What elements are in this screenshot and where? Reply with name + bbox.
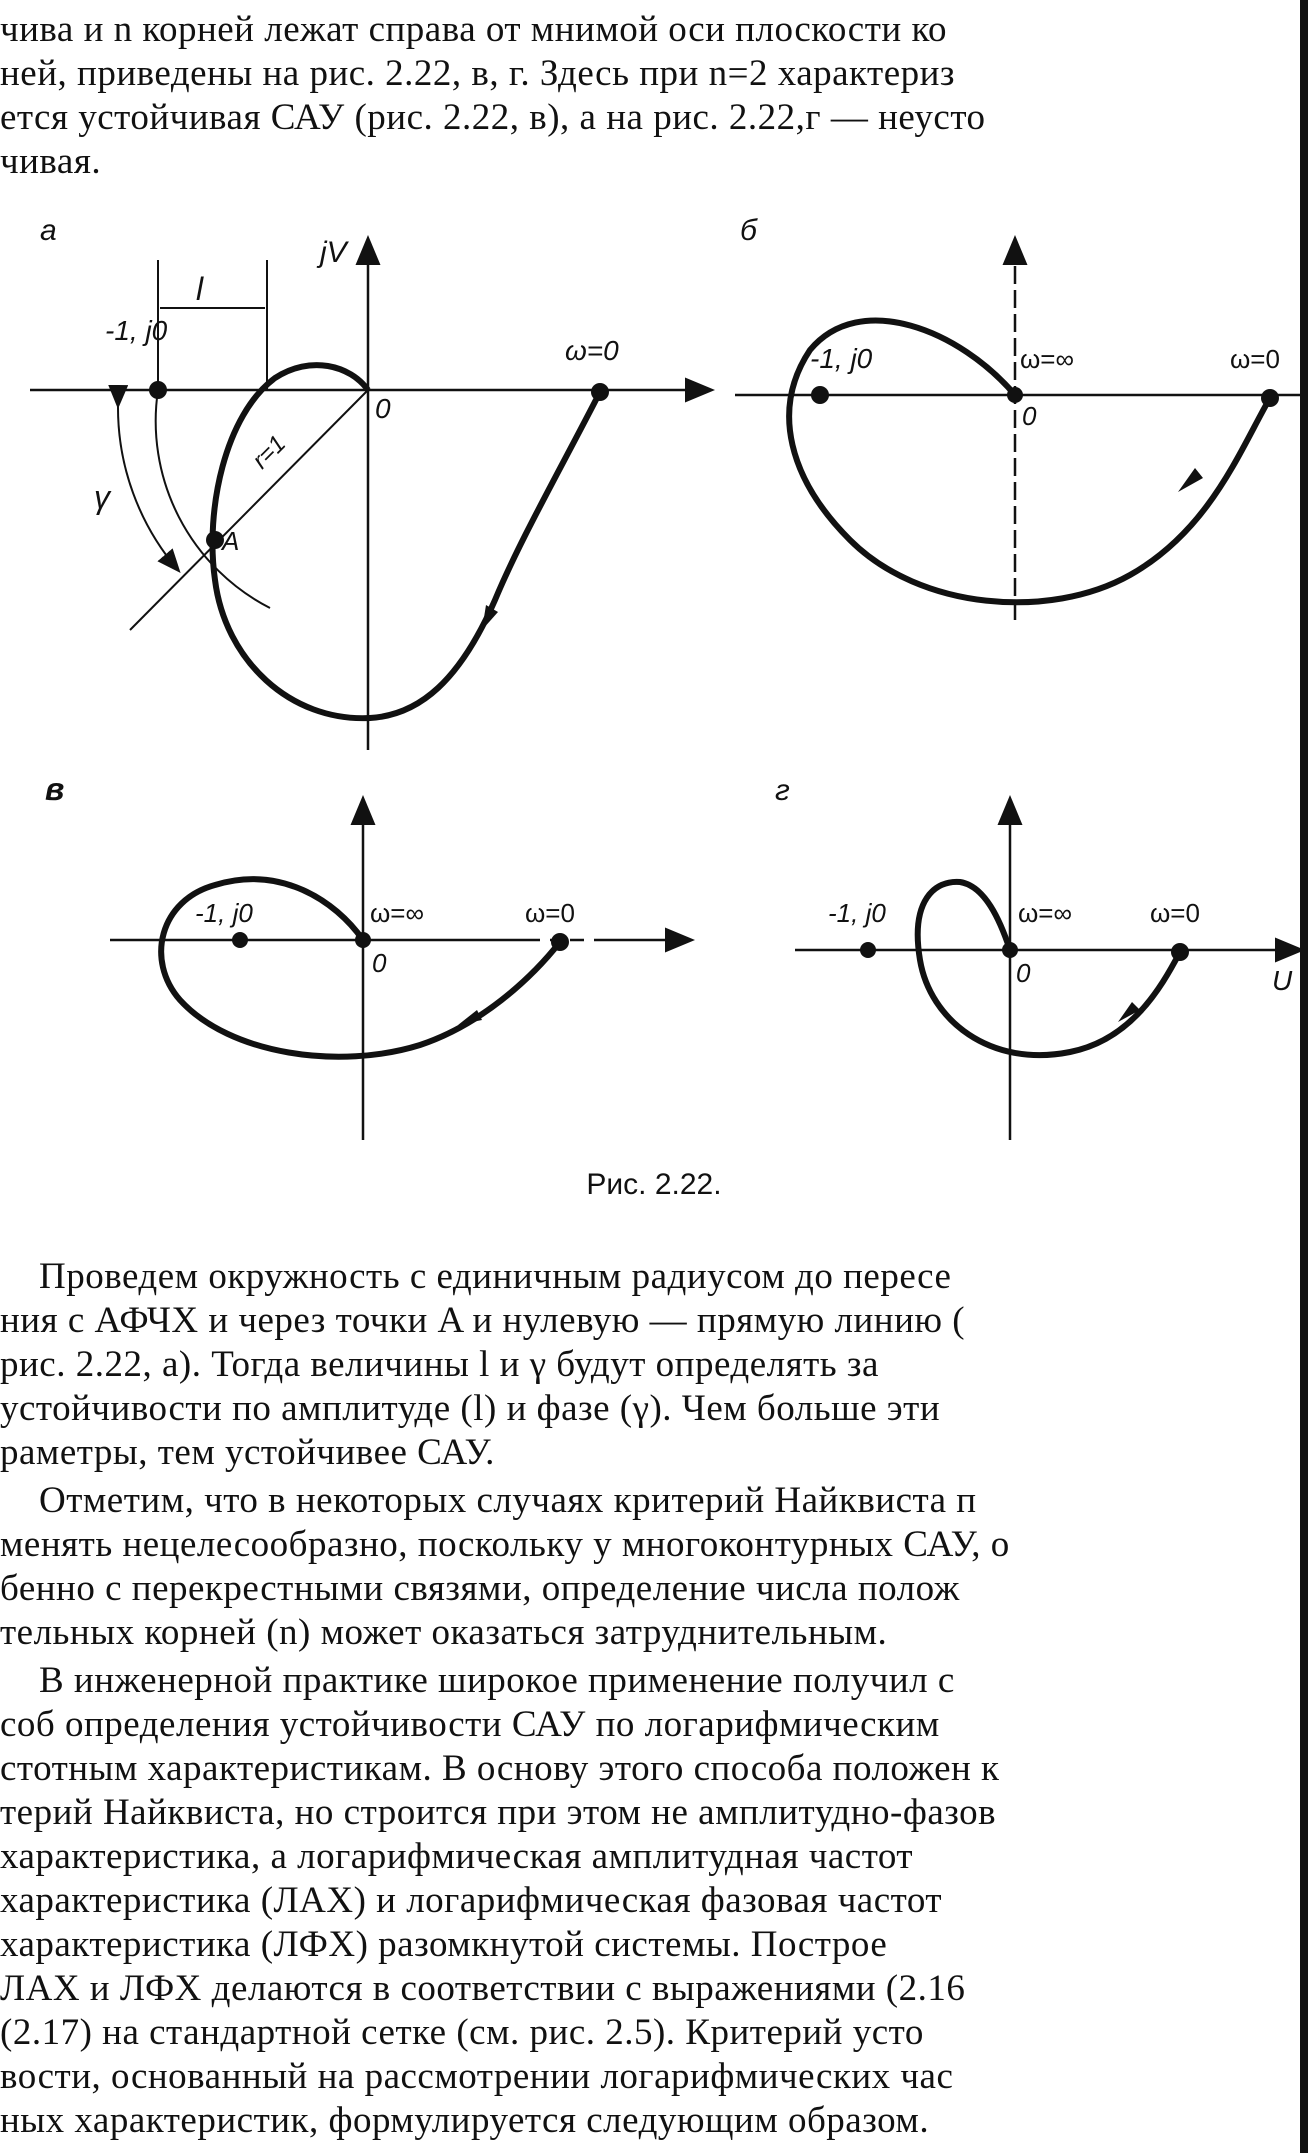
- text-line: соб определения устойчивости САУ по логарифмическим: [0, 1704, 940, 1745]
- gamma-arc: [118, 405, 178, 570]
- minus-one-label-b: -1, j0: [810, 343, 873, 374]
- text-line: чивая.: [0, 141, 102, 182]
- text-line: чива и n корней лежат справа от мнимой оси плоскости ко: [0, 9, 948, 50]
- text-line: терий Найквиста, но строится при этом не амплитудно-фазов: [0, 1792, 997, 1833]
- panel-label-b: б: [740, 214, 757, 247]
- text-line: характеристика (ЛФХ) разомкнутой системы. Построе: [0, 1924, 888, 1965]
- point-minus-one-v: [232, 932, 248, 948]
- point-minus-one-a: [149, 381, 167, 399]
- point-omega-zero-g: [1171, 943, 1189, 961]
- text-line: вости, основанный на рассмотрении логарифмических час: [0, 2056, 954, 2097]
- panel-v: [45, 771, 690, 1140]
- text-line: раметры, тем устойчивее САУ.: [0, 1432, 495, 1473]
- nyquist-curve-a: [213, 365, 601, 718]
- minus-one-label-v: -1, j0: [195, 898, 253, 928]
- figure-2-22: [0, 210, 1308, 1170]
- text-line: Отметим, что в некоторых случаях критерий Найквиста п: [0, 1480, 977, 1521]
- text-line: характеристика (ЛАХ) и логарифмическая фазовая частот: [0, 1880, 943, 1921]
- omega-inf-label-b: ω=∞: [1020, 344, 1075, 374]
- text-line: ния с АФЧХ и через точки A и нулевую — прямую линию (: [0, 1300, 966, 1341]
- point-omega-zero-b: [1261, 389, 1279, 407]
- origin-label-a: 0: [375, 393, 391, 424]
- text-line: (2.17) на стандартной сетке (см. рис. 2.5). Критерий усто: [0, 2012, 924, 2053]
- l-label: l: [196, 271, 204, 307]
- text-line: ется устойчивая САУ (рис. 2.22, в), а на рис. 2.22,г — неусто: [0, 97, 986, 138]
- omega-zero-label-v: ω=0: [525, 898, 575, 928]
- panel-label-v: в: [45, 771, 65, 807]
- scan-edge: [1300, 0, 1308, 2153]
- omega-zero-label-a: ω=0: [565, 335, 619, 366]
- text-line: Проведем окружность с единичным радиусом до пересе: [0, 1256, 952, 1297]
- panel-g: [775, 774, 1300, 1140]
- point-minus-one-g: [860, 942, 876, 958]
- gamma-label: γ: [94, 479, 110, 515]
- figure-caption: Рис. 2.22.: [586, 1168, 722, 1201]
- panel-b: [735, 214, 1302, 620]
- panel-label-g: г: [775, 774, 790, 807]
- radius-line: [130, 390, 368, 630]
- text-line: бенно с перекрестными связями, определение числа полож: [0, 1568, 960, 1609]
- minus-one-label-g: -1, j0: [828, 898, 886, 928]
- point-omega-inf-v: [355, 932, 371, 948]
- u-axis-label-g: U: [1272, 965, 1293, 996]
- origin-label-g: 0: [1016, 958, 1031, 988]
- point-omega-zero-a: [591, 383, 609, 401]
- text-line: характеристика, а логарифмическая амплитудная частот: [0, 1836, 914, 1877]
- text-line: ней, приведены на рис. 2.22, в, г. Здесь при n=2 характериз: [0, 53, 956, 94]
- panel-label-a: а: [40, 214, 57, 247]
- omega-inf-label-g: ω=∞: [1018, 898, 1073, 928]
- point-omega-inf-g: [1002, 942, 1018, 958]
- point-omega-inf-b: [1007, 387, 1023, 403]
- text-line: ных характеристик, формулируется следующим образом.: [0, 2100, 930, 2141]
- point-a-label: A: [222, 526, 240, 556]
- jv-axis-label: jV: [320, 236, 347, 269]
- text-line: рис. 2.22, а). Тогда величины l и γ будут определять за: [0, 1344, 879, 1385]
- point-minus-one-b: [811, 386, 829, 404]
- origin-label-b: 0: [1022, 401, 1037, 431]
- text-line: В инженерной практике широкое применение получил с: [0, 1660, 955, 1701]
- omega-zero-label-g: ω=0: [1150, 898, 1200, 928]
- text-line: устойчивости по амплитуде (l) и фазе (γ). Чем больше эти: [0, 1388, 941, 1429]
- text-line: менять нецелесообразно, поскольку у многоконтурных САУ, о: [0, 1524, 1010, 1565]
- text-line: тельных корней (n) может оказаться затруднительным.: [0, 1612, 888, 1653]
- omega-inf-label-v: ω=∞: [370, 898, 425, 928]
- text-line: стотным характеристикам. В основу этого способа положен к: [0, 1748, 1000, 1789]
- origin-label-v: 0: [372, 948, 387, 978]
- radius-label: r=1: [247, 430, 292, 475]
- panel-a: [30, 214, 710, 750]
- text-line: ЛАХ и ЛФХ делаются в соответствии с выражениями (2.16: [0, 1968, 966, 2009]
- omega-zero-label-b: ω=0: [1230, 344, 1280, 374]
- point-omega-zero-v: [551, 933, 569, 951]
- minus-one-label-a: -1, j0: [105, 315, 168, 346]
